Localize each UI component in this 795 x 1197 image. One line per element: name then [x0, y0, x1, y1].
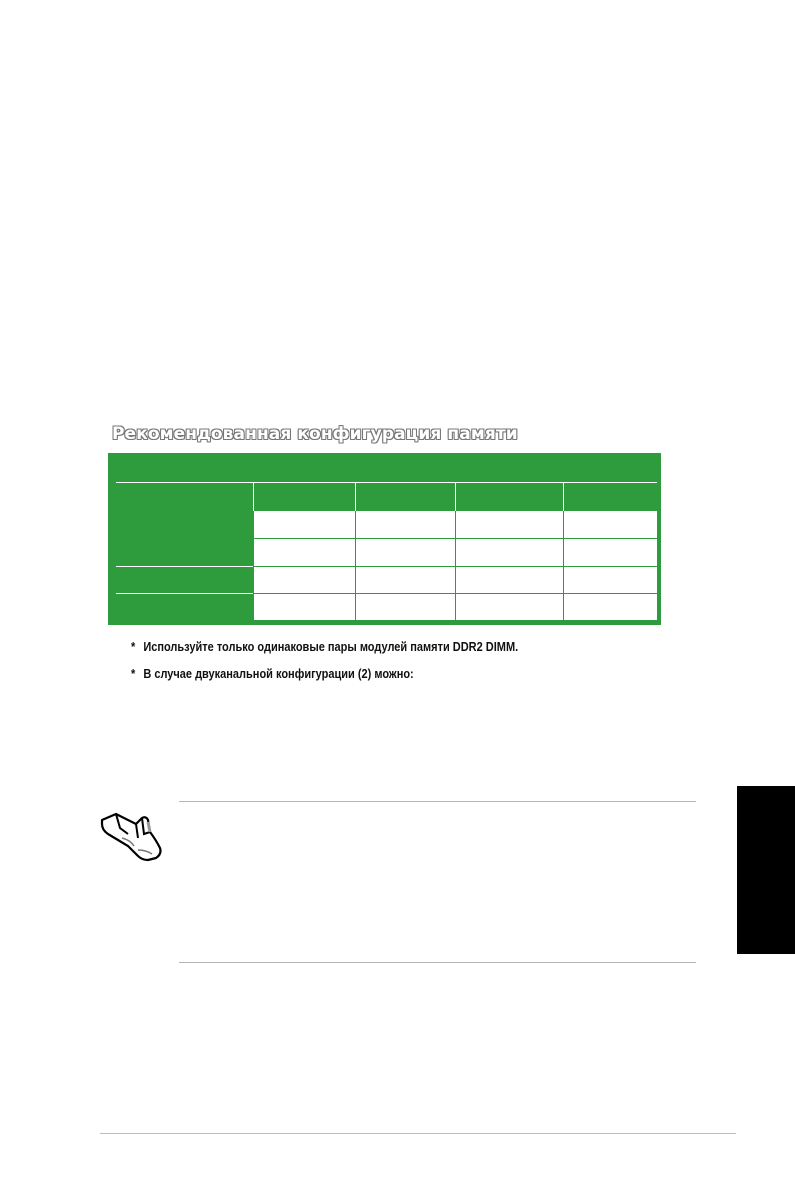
table-header-divider-v [563, 482, 564, 511]
table-cell [356, 567, 456, 593]
table-cell [456, 511, 564, 538]
table-header-divider-v [355, 482, 356, 511]
table-cell [254, 594, 356, 620]
note-text: В случае двуканальной конфигурации (2) можно: [143, 667, 414, 681]
table-cell [254, 511, 356, 538]
table-cell [356, 594, 456, 620]
note-marker: * [131, 667, 136, 681]
table-cell [564, 511, 657, 538]
table-cell [356, 511, 456, 538]
note-item [131, 640, 518, 654]
note-box-top-rule [179, 801, 696, 802]
table-cell [456, 594, 564, 620]
table-header-divider [116, 482, 657, 483]
pointing-hand-icon [98, 810, 164, 862]
section-title: Рекомендованная конфигурация памяти [112, 424, 518, 444]
note-item [131, 667, 414, 681]
note-box-bottom-rule [179, 962, 696, 963]
row-label-divider [116, 566, 253, 567]
table-cell [356, 539, 456, 566]
table-cell [456, 567, 564, 593]
note-marker: * [131, 640, 136, 654]
table-cell [254, 567, 356, 593]
memory-config-table [108, 453, 661, 625]
table-cell [564, 594, 657, 620]
table-header-divider-v [253, 482, 254, 511]
table-cell [456, 539, 564, 566]
table-cell [254, 539, 356, 566]
note-text: Используйте только одинаковые пары модулей памяти DDR2 DIMM. [143, 640, 519, 654]
footer-rule [100, 1133, 736, 1134]
side-tab [737, 786, 795, 954]
table-header-divider-v [455, 482, 456, 511]
table-cell [564, 567, 657, 593]
table-cell [564, 539, 657, 566]
row-label-divider [116, 593, 253, 594]
